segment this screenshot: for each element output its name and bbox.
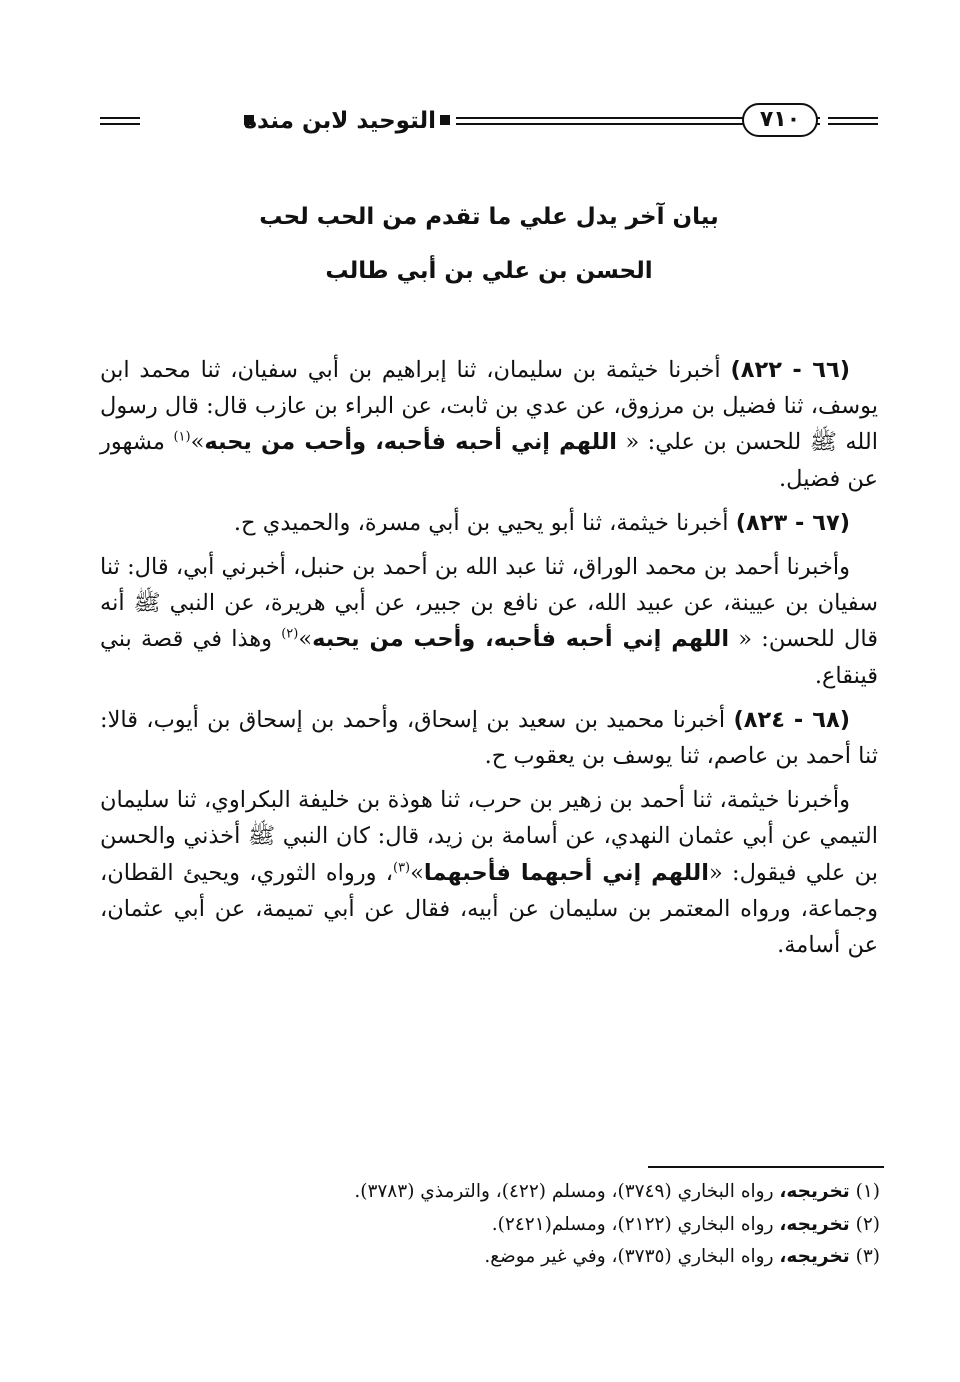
page-number: ٧١٠ (742, 103, 818, 137)
quote-close: » (410, 859, 424, 886)
header-rule-left (100, 117, 140, 125)
footnote-separator (648, 1166, 884, 1168)
footnote-ref[interactable]: (١) (173, 429, 191, 445)
chapter-title-line-1: بيان آخر يدل علي ما تقدم من الحب لحب (259, 204, 719, 230)
paragraph-text: وأخبرنا أحمد بن محمد الوراق، ثنا عبد الله بن أحمد بن حنبل، أخبرني أبي، قال: ثنا سفيان بن عيينة، عن عبيد الله، عن نافع بن جبير، عن أبي هريرة، عن النبي ﷺ أنه قال للحسن: « (100, 554, 879, 653)
paragraph-text: أخبرنا خيثمة بن سليمان، ثنا إبراهيم بن أبي سفيان، ثنا محمد ابن يوسف، ثنا فضيل بن مرزوق، عن عدي بن ثابت، عن البراء بن عازب قال: قال رسول الله ﷺ للحسن بن علي: « (100, 357, 878, 456)
quote-close: » (190, 429, 205, 456)
hadith-quote: اللهم إني أحبه فأحبه، وأحب من يحبه (312, 626, 730, 653)
hadith-number: (٦٧ - ٨٢٣) (735, 509, 850, 536)
header-square-ornament (440, 115, 450, 125)
footnote-2 (100, 1209, 880, 1242)
footnote-number: (١) (855, 1181, 880, 1202)
footnote-number: (٣) (855, 1246, 880, 1267)
paragraph-text: أخبرنا خيثمة، ثنا أبو يحيي بن أبي مسرة، والحميدي ح. (233, 509, 736, 536)
paragraph-isnad-823b (100, 549, 878, 694)
paragraph-text: وهذا في قصة بني قينقاع. (100, 626, 878, 689)
footnote-ref[interactable]: (٣) (392, 860, 411, 876)
header-rule-right (828, 117, 878, 125)
paragraph-hadith-823 (100, 505, 878, 541)
footnote-ref[interactable]: (٢) (281, 626, 299, 642)
body-text (100, 352, 878, 971)
hadith-number: (٦٨ - ٨٢٤) (733, 706, 850, 733)
footnote-label: تخريجه، (779, 1181, 850, 1202)
quote-close: » (298, 626, 313, 653)
footnote-text: رواه البخاري (٣٧٣٥)، وفي غير موضع. (484, 1246, 780, 1267)
paragraph-text: وأخبرنا خيثمة، ثنا أحمد بن زهير بن حرب، ثنا هوذة بن خليفة البكراوي، ثنا سليمان التيمي عن أبي عثمان النهدي، عن أسامة بن زيد، قال: كان النبي ﷺ أخذني والحسن بن علي فيقول: « (100, 787, 879, 886)
footnote-text: رواه البخاري (٣٧٤٩)، ومسلم (٤٢٢)، والترمذي (٣٧٨٣). (354, 1181, 780, 1202)
running-title: التوحيد لابن منده (243, 108, 436, 134)
page-header (100, 100, 878, 144)
footnote-label: تخريجه، (779, 1213, 850, 1235)
footnote-label: تخريجه، (779, 1246, 850, 1267)
footnote-number: (٢) (855, 1213, 880, 1235)
chapter-title-line-2: الحسن بن علي بن أبي طالب (325, 258, 653, 284)
hadith-quote: اللهم إني أحبه فأحبه، وأحب من يحبه (204, 429, 617, 456)
footnote-text: رواه البخاري (٢١٢٢)، ومسلم(٢٤٢١). (491, 1213, 780, 1235)
paragraph-text: ، ورواه الثوري، ويحيئ القطان، وجماعة، ورواه المعتمر بن سليمان عن أبيه، فقال عن أبي تميمة، عن أبي عثمان، عن أسامة. (100, 859, 878, 959)
paragraph-hadith-824 (100, 702, 878, 774)
paragraph-text: أخبرنا محميد بن سعيد بن إسحاق، وأحمد بن إسحاق بن أيوب، قالا: ثنا أحمد بن عاصم، ثنا يوسف بن يعقوب ح. (100, 706, 878, 770)
hadith-number: (٦٦ - ٨٢٢) (730, 357, 850, 383)
paragraph-text: مشهور عن فضيل. (100, 429, 878, 492)
footnote-3 (100, 1241, 880, 1274)
paragraph-isnad-824b (100, 782, 878, 963)
paragraph-hadith-822 (100, 352, 878, 497)
footnotes (100, 1176, 880, 1274)
hadith-quote: اللهم إني أحبهما فأحبهما (423, 859, 709, 886)
footnote-1 (100, 1176, 880, 1209)
